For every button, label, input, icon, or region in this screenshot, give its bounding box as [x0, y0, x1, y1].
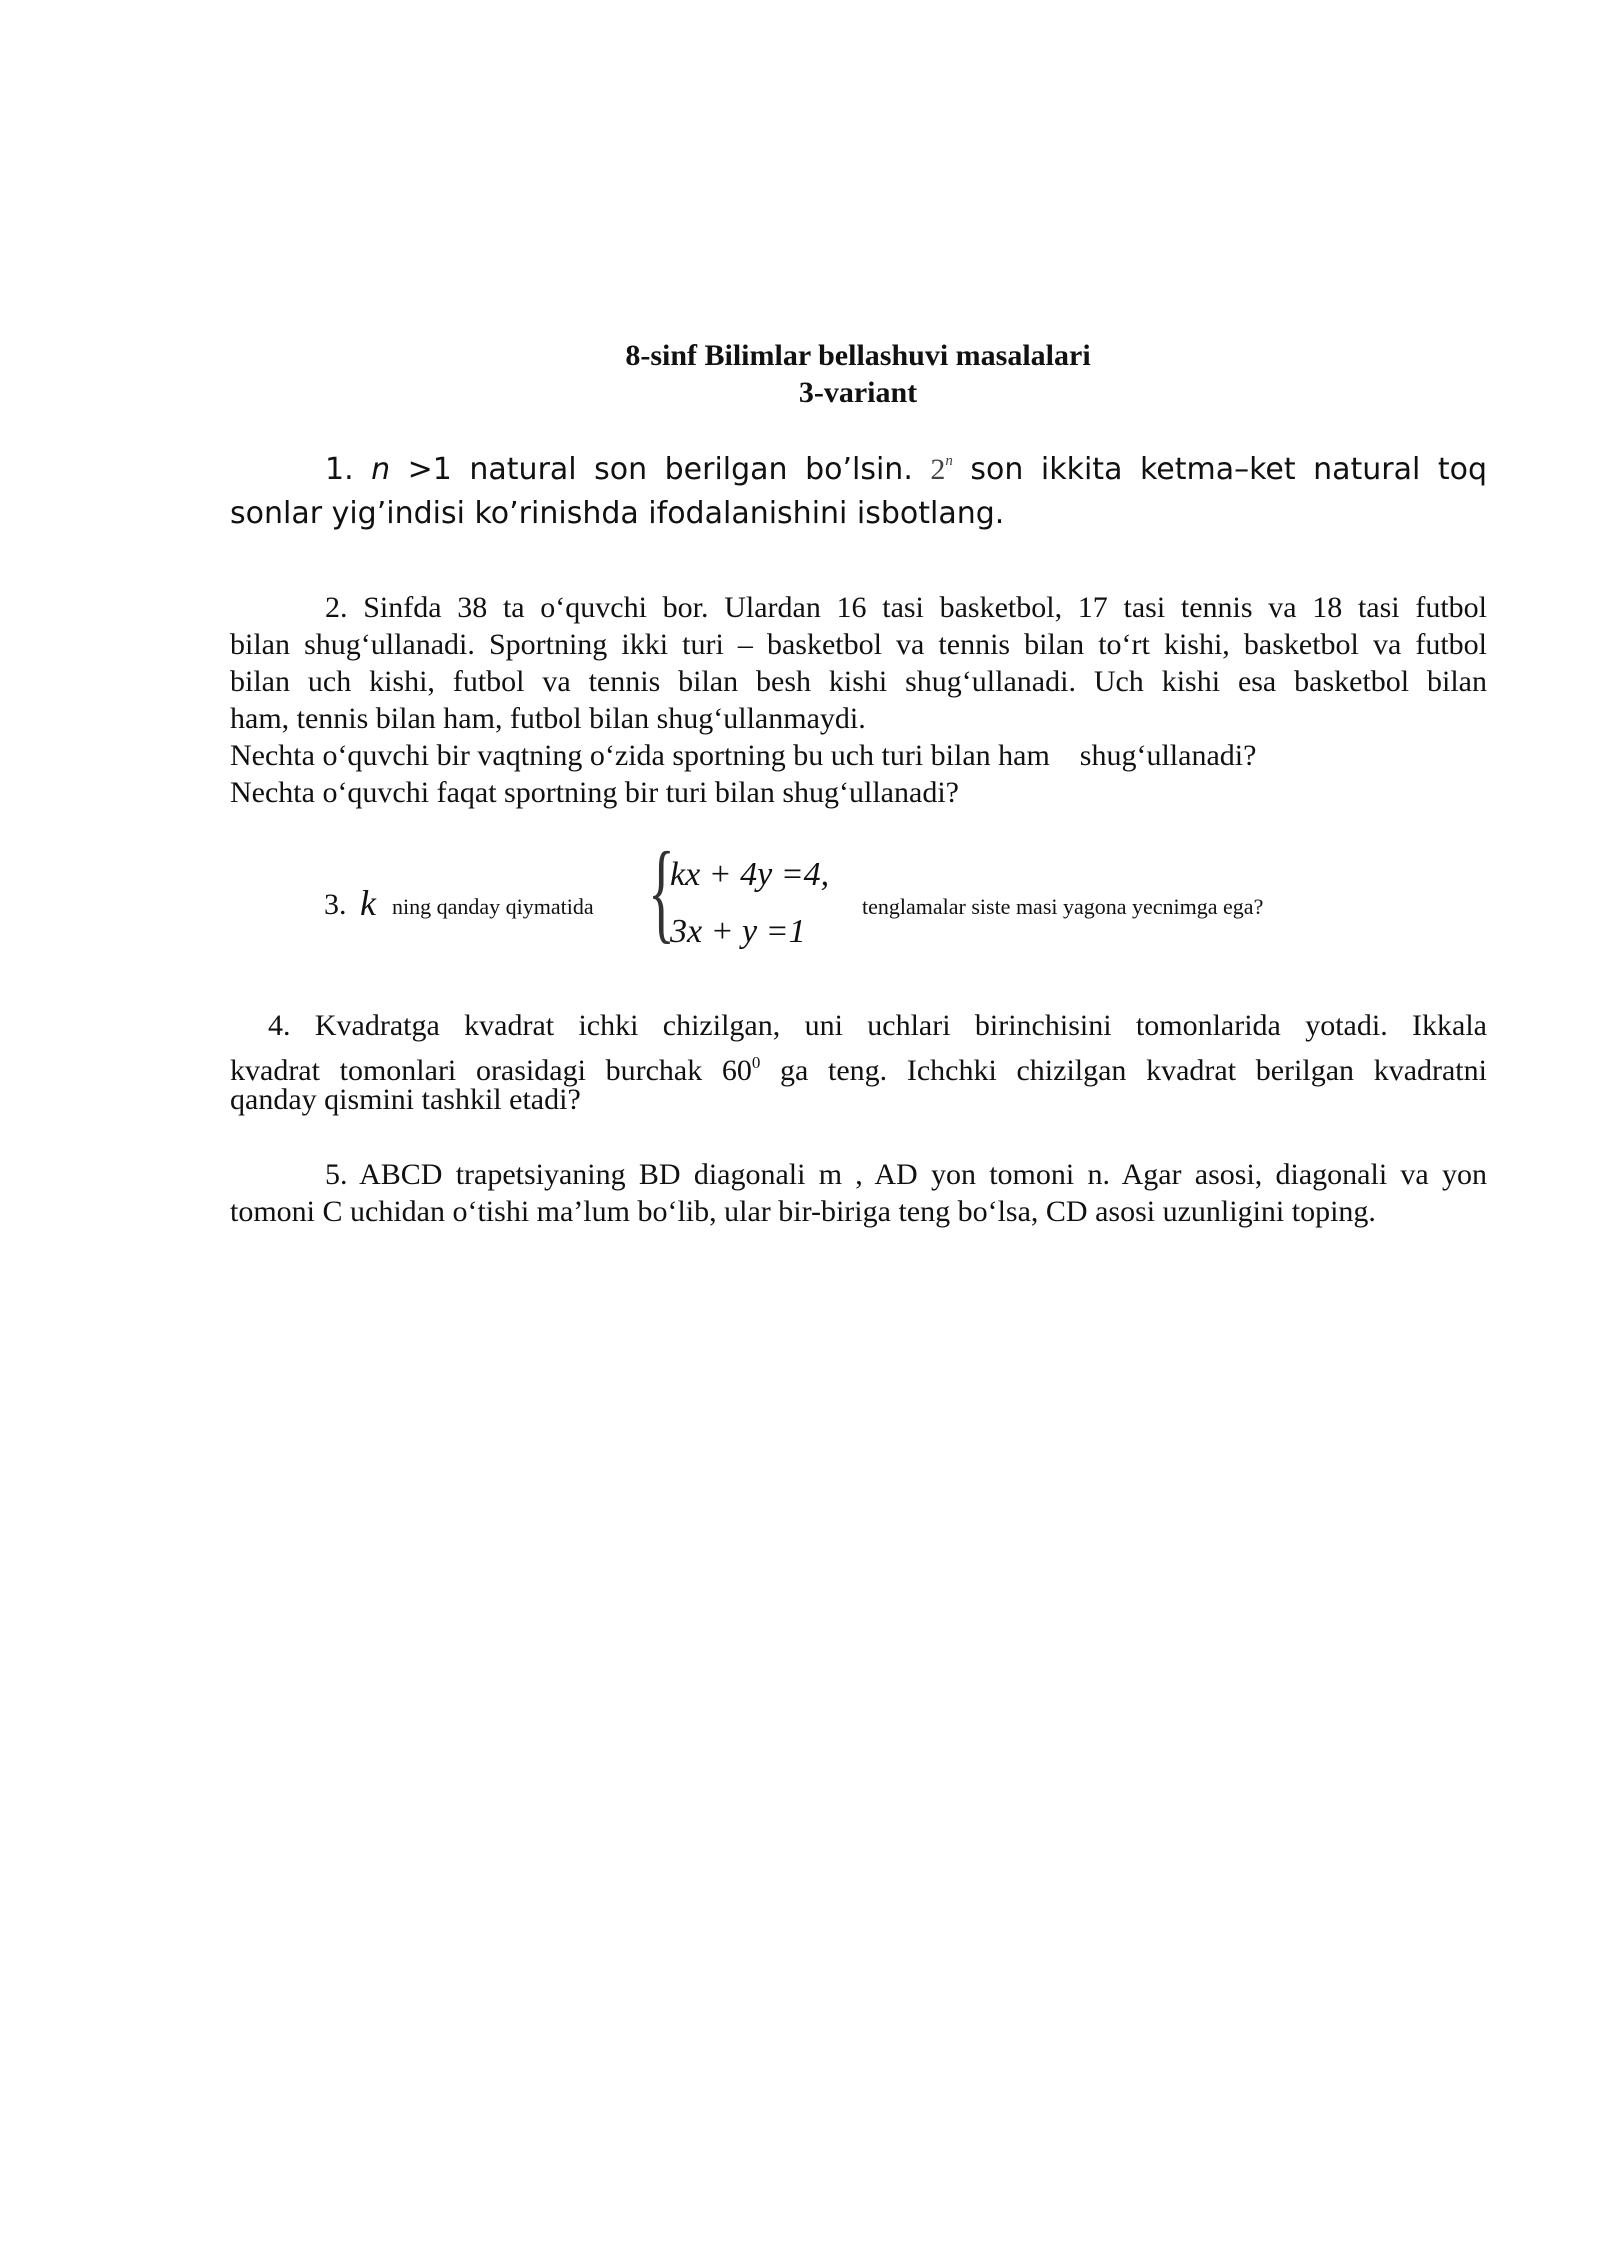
problem-4-text: kvadrat tomonlari orasidagi burchak 60: [230, 1054, 752, 1087]
problem-1-line-1: [230, 452, 1487, 487]
equation-1: kx + 4y =4,: [670, 856, 830, 893]
variable-k: k: [360, 883, 376, 923]
equation-2: 3x + y =1: [670, 913, 806, 950]
power-base: 2: [930, 453, 946, 486]
problem-4-line-3: qanday qismini tashkil etadi?: [230, 1083, 581, 1116]
problem-3-question: ning qanday qiymatida: [392, 894, 594, 919]
variable-n: n: [371, 452, 391, 487]
problem-3-tail: tenglamalar siste masi yagona yecnimga ega?: [862, 894, 1264, 919]
problem-2-line: ham, tennis bilan ham, futbol bilan shug‘ullanmaydi.: [230, 702, 866, 735]
problem-2-line: bilan shug‘ullanadi. Sportning ikki turi – basketbol va tennis bilan to‘rt kishi, basketbol va futbol: [230, 628, 1487, 661]
document-title: 8-sinf Bilimlar bellashuvi masalalari: [625, 339, 1091, 372]
power-expression: [930, 453, 953, 486]
power-exponent: n: [945, 453, 953, 469]
problem-2-question-1: Nechta o‘quvchi bir vaqtning o‘zida sportning bu uch turi bilan ham shug‘ullanadi?: [230, 739, 1257, 772]
degree-superscript: 0: [751, 1053, 761, 1072]
variant-heading: 3-variant: [798, 376, 918, 409]
problem-1-number: 1.: [325, 452, 354, 487]
system-brace: {: [648, 830, 675, 954]
problem-1-condition: >1 natural son berilgan bo’lsin.: [407, 452, 913, 487]
problem-4-line-2: [230, 1044, 1487, 1087]
problem-2-line: bilan uch kishi, futbol va tennis bilan besh kishi shug‘ullanadi. Uch kishi esa basketbol bilan: [230, 665, 1487, 698]
problem-1-rest: son ikkita ketma–ket natural toq: [970, 452, 1488, 487]
problem-2-question-2: Nechta o‘quvchi faqat sportning bir turi bilan shug‘ullanadi?: [230, 776, 959, 809]
problem-1-line-2: sonlar yig’indisi ko’rinishda ifodalanishini isbotlang.: [230, 496, 1005, 531]
problem-5-line-2: tomoni C uchidan o‘tishi ma’lum bo‘lib, ular bir-biriga teng bo‘lsa, CD asosi uzunligini toping.: [230, 1195, 1376, 1228]
problem-4-line-1: 4. Kvadratga kvadrat ichki chizilgan, uni uchlari birinchisini tomonlarida yotadi. Ikkala: [268, 1009, 1487, 1042]
problem-3-number: 3.: [324, 888, 347, 921]
problem-2-line: 2. Sinfda 38 ta o‘quvchi bor. Ulardan 16 tasi basketbol, 17 tasi tennis va 18 tasi futbol: [325, 591, 1487, 624]
problem-4-text: ga teng. Ichchki chizilgan kvadrat berilgan kvadratni: [760, 1054, 1487, 1087]
problem-5-line-1: 5. ABCD trapetsiyaning BD diagonali m , AD yon tomoni n. Agar asosi, diagonali va yon: [325, 1158, 1487, 1191]
problem-3: [230, 830, 1487, 966]
